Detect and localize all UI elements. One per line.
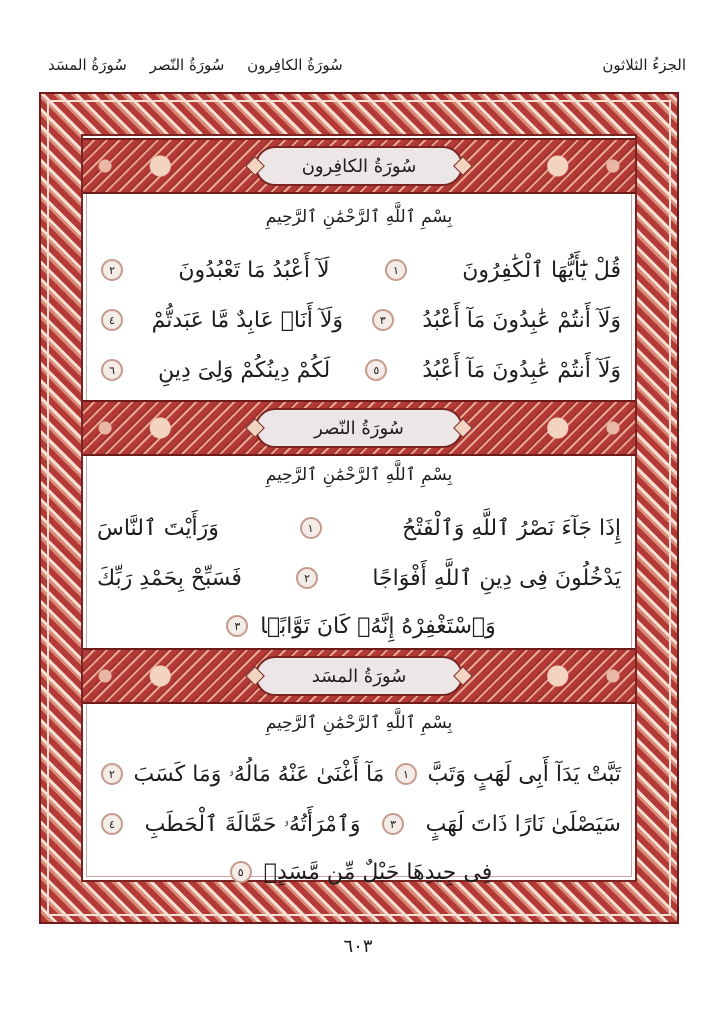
ayah-number-marker: ٢ xyxy=(101,763,123,785)
surah-title-masad: سُورَةُ المسَد xyxy=(255,656,463,696)
page-number: ٦٠٣ xyxy=(343,936,373,957)
ayah-number-marker: ٣ xyxy=(226,615,248,637)
ayah-text: يَدْخُلُونَ فِى دِينِ ٱللَّهِ أَفْوَاجًا xyxy=(372,565,621,591)
ayah-number-marker: ١ xyxy=(395,763,417,785)
surah-banner-masad xyxy=(83,648,635,704)
surah-title-kafirun: سُورَةُ الكافِرون xyxy=(255,146,463,186)
page-header xyxy=(30,52,686,86)
ayah-number-marker: ٦ xyxy=(101,359,123,381)
ayah-line xyxy=(97,246,621,294)
ayah-text: إِذَا جَآءَ نَصْرُ ٱللَّهِ وَٱلْفَتْحُ xyxy=(402,515,621,541)
surah-banner-kafirun xyxy=(83,138,635,194)
surah-name-masad: سُورَةُ المسَد xyxy=(48,56,127,74)
surah-names xyxy=(30,56,343,74)
surah-name-nasr: سُورَةُ النّصر xyxy=(149,56,225,74)
ayah-text: قُلْ يَٰٓأَيُّهَا ٱلْكَٰفِرُونَ xyxy=(462,257,621,283)
ayah-text: لَكُمْ دِينُكُمْ وَلِىَ دِينِ xyxy=(158,357,331,383)
ayah-text: فِى جِيدِهَا حَبْلٌ مِّن مَّسَدٍۭ xyxy=(263,859,493,885)
surah-name-kafirun: سُورَةُ الكافِرون xyxy=(247,56,343,74)
ayah-line xyxy=(97,346,621,394)
ayah-text: وَٱمْرَأَتُهُۥ حَمَّالَةَ ٱلْحَطَبِ xyxy=(144,811,361,837)
basmala: بِسْمِ ٱللَّهِ ٱلرَّحْمَٰنِ ٱلرَّحِيمِ xyxy=(265,465,453,485)
ayah-number-marker: ٤ xyxy=(101,813,123,835)
ayah-number-marker: ٣ xyxy=(372,309,394,331)
ayah-number-marker: ٥ xyxy=(365,359,387,381)
ayah-text: تَبَّتْ يَدَآ أَبِى لَهَبٍ وَتَبَّ xyxy=(427,761,621,787)
surah-title-nasr: سُورَةُ النّصر xyxy=(255,408,463,448)
juz-label: الجزءُ الثلاثون xyxy=(602,56,686,74)
ayah-text: وَلَآ أَنتُمْ عَٰبِدُونَ مَآ أَعْبُدُ xyxy=(422,357,621,383)
ayah-number-marker: ١ xyxy=(300,517,322,539)
ayah-number-marker: ٥ xyxy=(230,861,252,883)
ayah-text: وَلَآ أَنَا۠ عَابِدٌ مَّا عَبَدتُّمْ xyxy=(151,307,344,333)
ayah-text: وَٱسْتَغْفِرْهُ إِنَّهُۥ كَانَ تَوَّابًۢا xyxy=(260,613,496,639)
basmala: بِسْمِ ٱللَّهِ ٱلرَّحْمَٰنِ ٱلرَّحِيمِ xyxy=(265,713,453,733)
ayah-line xyxy=(97,602,621,650)
ayah-number-marker: ٢ xyxy=(296,567,318,589)
ayah-text: لَآ أَعْبُدُ مَا تَعْبُدُونَ xyxy=(178,257,330,283)
ayah-text: فَسَبِّحْ بِحَمْدِ رَبِّكَ xyxy=(97,565,242,591)
ayah-number-marker: ٢ xyxy=(101,259,123,281)
ayah-text: وَلَآ أَنتُمْ عَٰبِدُونَ مَآ أَعْبُدُ xyxy=(422,307,621,333)
ayah-line xyxy=(97,800,621,848)
ayah-line xyxy=(97,504,621,552)
basmala: بِسْمِ ٱللَّهِ ٱلرَّحْمَٰنِ ٱلرَّحِيمِ xyxy=(265,207,453,227)
ayah-number-marker: ١ xyxy=(385,259,407,281)
surah-banner-nasr xyxy=(83,400,635,456)
ayah-number-marker: ٣ xyxy=(382,813,404,835)
text-panel xyxy=(81,134,637,885)
ayah-line xyxy=(97,848,621,896)
ayah-line xyxy=(97,296,621,344)
ayah-line xyxy=(97,750,621,798)
ayah-line xyxy=(97,554,621,602)
ayah-text: مَآ أَغْنَىٰ عَنْهُ مَالُهُۥ وَمَا كَسَبَ xyxy=(133,761,385,787)
ayah-text: سَيَصْلَىٰ نَارًا ذَاتَ لَهَبٍ xyxy=(425,811,621,837)
ornamental-frame xyxy=(39,92,679,924)
ayah-number-marker: ٤ xyxy=(101,309,123,331)
ayah-text: وَرَأَيْتَ ٱلنَّاسَ xyxy=(97,515,219,541)
